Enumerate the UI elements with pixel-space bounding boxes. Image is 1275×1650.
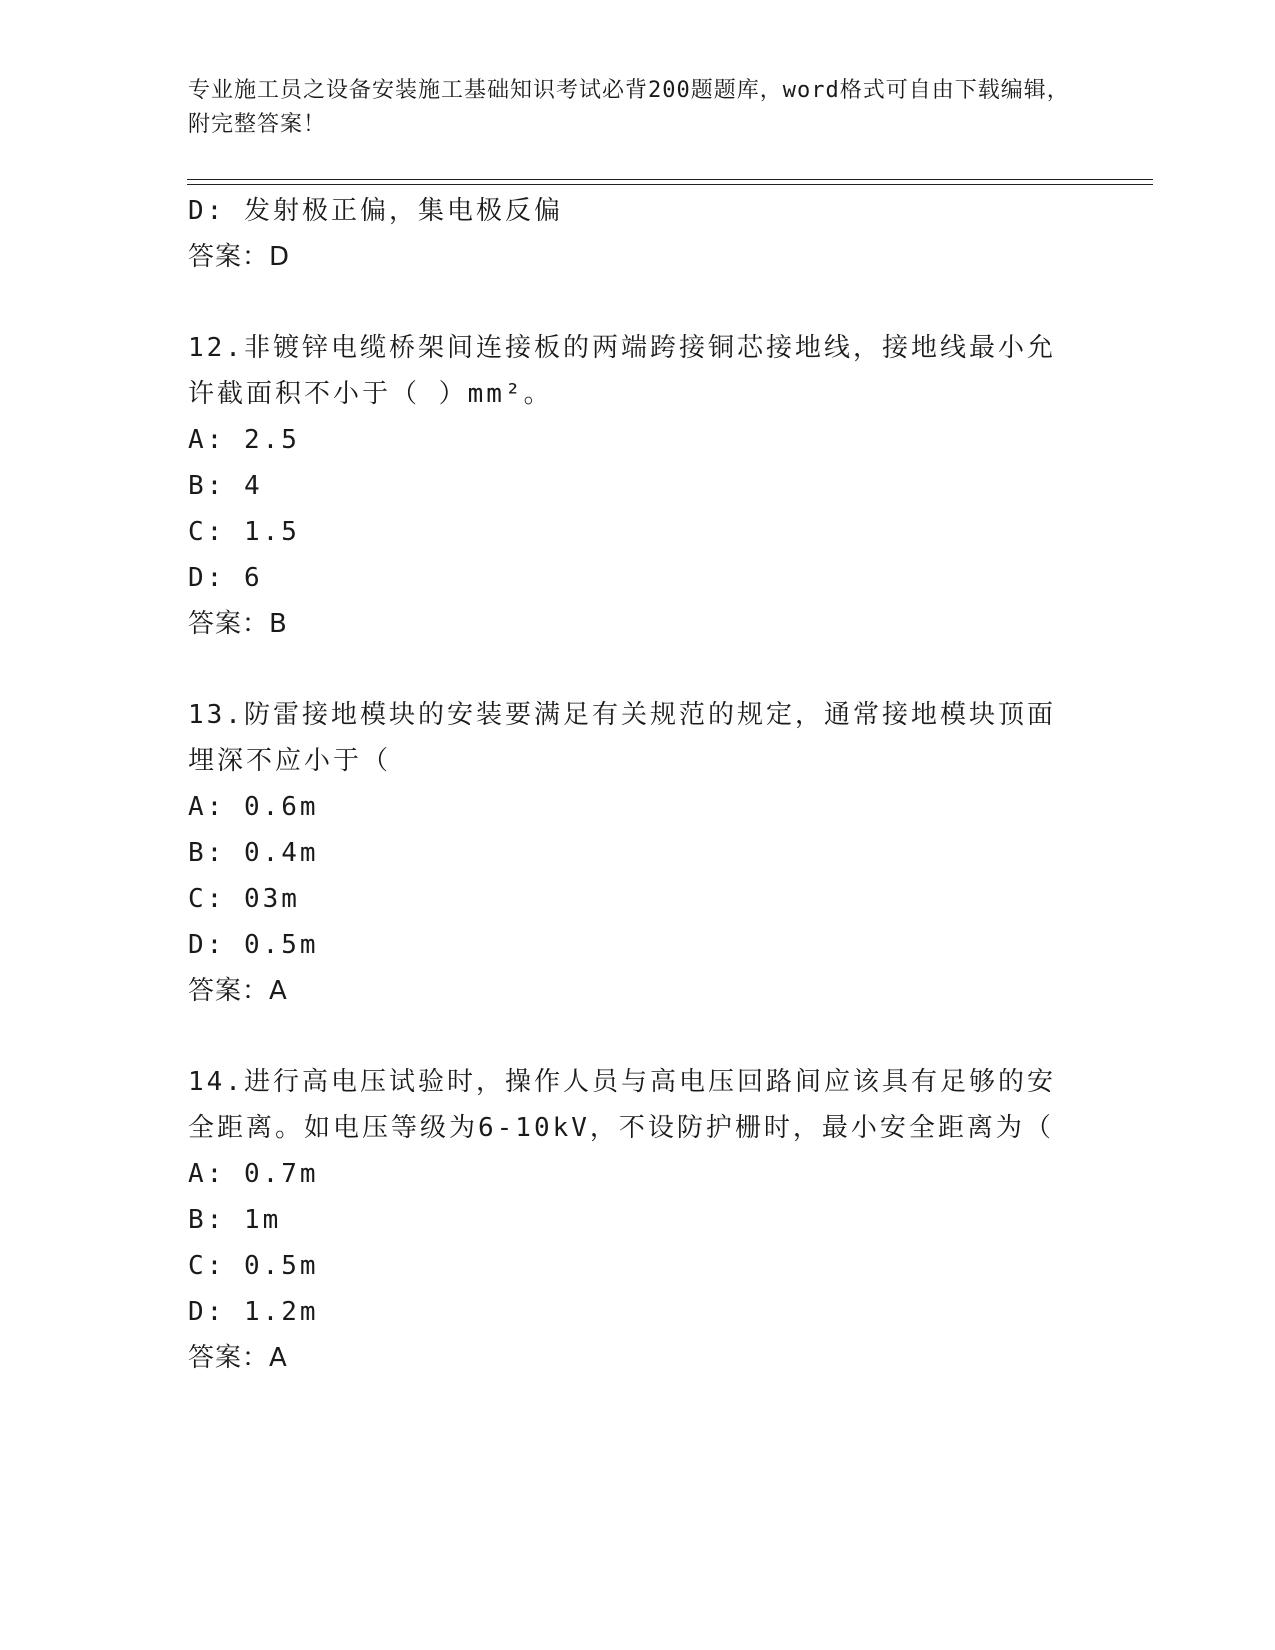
question-block-13 [188, 692, 1088, 1014]
option-a: A: 0.7m [188, 1159, 319, 1189]
question-stem: 13.防雷接地模块的安装要满足有关规范的规定，通常接地模块顶面埋深不应小于（ [188, 700, 1056, 776]
option-c: C: 1.5 [188, 517, 300, 547]
option-d: D: 6 [188, 563, 263, 593]
option-a: A: 0.6m [188, 792, 319, 822]
option-b: B: 4 [188, 471, 263, 501]
question-block-12 [188, 325, 1088, 647]
answer-line: 答案：A [188, 976, 288, 1006]
answer-line: 答案：D [188, 242, 291, 272]
option-c: C: 0.5m [188, 1251, 319, 1281]
answer-line: 答案：A [188, 1343, 288, 1373]
option-d: D: 1.2m [188, 1297, 319, 1327]
question-block-14 [188, 1059, 1088, 1381]
question-content [188, 188, 1088, 1381]
option-d: D: 发射极正偏，集电极反偏 [188, 196, 563, 226]
option-b: B: 0.4m [188, 838, 319, 868]
spacer [188, 1014, 1088, 1059]
option-a: A: 2.5 [188, 425, 300, 455]
header-divider-top [187, 179, 1153, 180]
header-divider-bottom [187, 184, 1153, 185]
option-c: C: 03m [188, 884, 300, 914]
header-title: 专业施工员之设备安装施工基础知识考试必背200题题库，word格式可自由下载编辑，附完整答案！ [188, 78, 1070, 137]
answer-line: 答案：B [188, 609, 288, 639]
spacer [188, 280, 1088, 325]
question-stem: 12.非镀锌电缆桥架间连接板的两端跨接铜芯接地线，接地线最小允许截面积不小于（ ）mm²。 [188, 333, 1056, 409]
option-d: D: 0.5m [188, 930, 319, 960]
document-header [188, 74, 1088, 142]
question-stem: 14.进行高电压试验时，操作人员与高电压回路间应该具有足够的安全距离。如电压等级为6-10kV，不设防护栅时，最小安全距离为（ [188, 1067, 1056, 1143]
option-b: B: 1m [188, 1205, 282, 1235]
spacer [188, 647, 1088, 692]
